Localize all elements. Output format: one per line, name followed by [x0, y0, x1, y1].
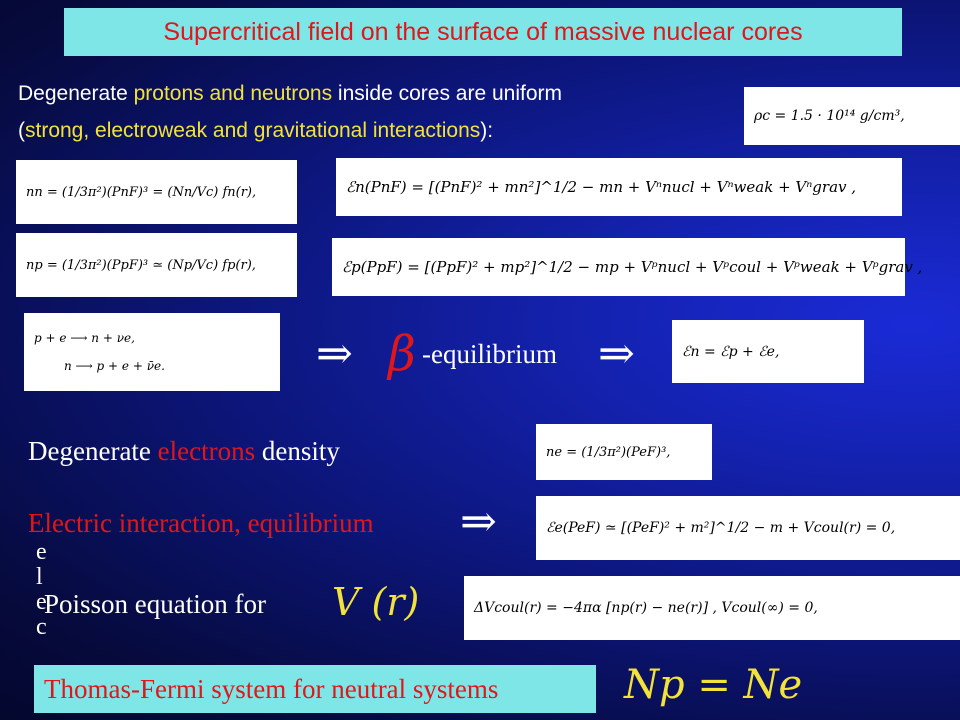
intro-text: ): — [480, 119, 494, 142]
electrons-density-label — [28, 436, 340, 467]
equilibrium-formula: ℰn = ℰp + ℰe, — [672, 320, 864, 383]
reactions-formula — [24, 313, 280, 391]
reaction-2: n ⟶ p + e + ν̄e. — [64, 359, 165, 373]
intro-highlight: protons and neutrons — [133, 82, 333, 105]
overflow-letter: e — [36, 589, 47, 615]
proton-density-formula: np = (1/3π²)(PpF)³ ≃ (Np/Vc) fp(r), — [16, 233, 297, 297]
electric-interaction-label: Electric interaction, equilibrium — [28, 508, 374, 538]
electron-energy-formula: ℰe(PeF) ≃ [(PeF)² + m²]^1/2 − m + Vcoul(r) = 0, — [536, 496, 960, 560]
reaction-1: p + e ⟶ n + νe, — [34, 331, 135, 345]
intro-line-2 — [18, 119, 493, 143]
electrons-highlight: electrons — [157, 436, 256, 466]
intro-text: ( — [18, 119, 25, 142]
electron-density-formula: ne = (1/3π²)(PeF)³, — [536, 424, 712, 480]
neutron-energy-formula: ℰn(PnF) = [(PnF)² + mn²]^1/2 − mn + Vⁿnucl + Vⁿweak + Vⁿgrav , — [336, 158, 902, 216]
poisson-label: Poisson equation for — [44, 589, 266, 619]
electrons-text: Degenerate — [28, 436, 158, 466]
intro-text: Degenerate — [18, 82, 134, 105]
electrons-text: density — [255, 436, 340, 466]
v-of-r-label: V (r) — [332, 580, 420, 624]
density-formula: ρc = 1.5 · 10¹⁴ g/cm³, — [744, 87, 960, 145]
overflow-letter: e — [36, 540, 47, 565]
implies-arrow: ⇒ — [460, 496, 497, 547]
intro-highlight: strong, electroweak and gravitational interactions — [25, 119, 481, 142]
overflow-letter: c — [36, 614, 47, 640]
implies-arrow: ⇒ — [316, 328, 353, 379]
thomas-fermi-label: Thomas-Fermi system for neutral systems — [34, 665, 596, 713]
poisson-formula: ΔVcoul(r) = −4πα [np(r) − ne(r)] , Vcoul(∞) = 0, — [464, 576, 960, 640]
beta-symbol: β — [388, 326, 416, 382]
implies-arrow: ⇒ — [598, 328, 635, 379]
intro-line-1 — [18, 82, 562, 106]
proton-energy-formula: ℰp(PpF) = [(PpF)² + mp²]^1/2 − mp + Vᵖnucl + Vᵖcoul + Vᵖweak + Vᵖgrav , — [332, 238, 905, 296]
slide-title: Supercritical field on the surface of massive nuclear cores — [64, 8, 902, 56]
intro-text: inside cores are uniform — [332, 82, 563, 105]
neutron-density-formula: nn = (1/3π²)(PnF)³ = (Nn/Vc) fn(r), — [16, 160, 297, 224]
beta-equilibrium-label: -equilibrium — [422, 339, 557, 369]
overflow-letter: l — [36, 564, 43, 590]
neutrality-formula: Np = Ne — [624, 662, 803, 708]
